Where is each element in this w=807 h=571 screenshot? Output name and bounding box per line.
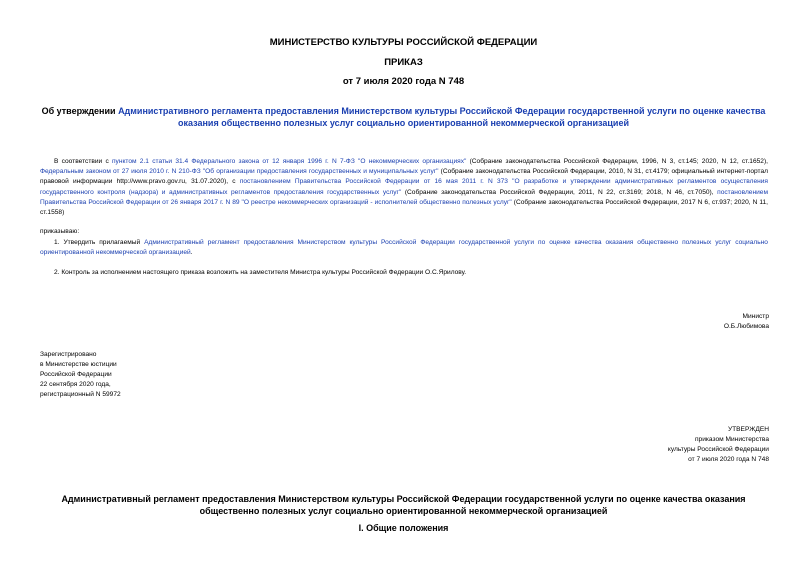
order-title-prefix: Об утверждении <box>41 106 119 116</box>
order-title <box>40 105 767 129</box>
preamble-text-3: (Собрание законодательства Российской Федерации, 2010, N 31, ст.4179; официальный интернет-портал правовой информации http://www.pravo.gov.ru, 31.07.2020), с <box>40 168 768 186</box>
resolution-373-link[interactable]: постановлением Правительства Российской Федерации от 16 мая 2011 г. N 373 "О разработке и утверждении административных регламентов осуществления государственного контроля (надзора) и административных регламентов предоставления государственных услуг" <box>40 178 769 196</box>
resolution-89-link[interactable]: постановлением Правительства Российской Федерации от 26 января 2017 г. N 89 "О реестре некоммерческих организаций - исполнителей общественно полезных услуг" <box>40 188 768 206</box>
approved-line: приказом Министерства <box>694 436 769 443</box>
regulation-link-title[interactable]: Административного регламента предоставления Министерством культуры Российской Федерации государственной услуги по оценке качества оказания общественно полезных услуг социально ориентированной некоммерческой организацией <box>118 106 766 128</box>
approved-block <box>668 425 769 465</box>
registration-line: Зарегистрировано <box>40 351 97 358</box>
law-7fz-link[interactable]: пунктом 2.1 статьи 31.4 Федерального закона от 12 января 1996 г. N 7-ФЗ "О некоммерческих организациях" <box>111 158 467 165</box>
preamble-text-2: (Собрание законодательства Российской Федерации, 1996, N 3, ст.145; 2020, N 12, ст.1652), <box>466 158 769 165</box>
registration-line: 22 сентября 2020 года, <box>40 381 111 388</box>
signature-position: Министр <box>742 313 769 320</box>
preamble-text-4: (Собрание законодательства Российской Федерации, 2011, N 22, ст.3169; 2018, N 46, ст.7050), <box>401 188 718 196</box>
preamble-text-5: (Собрание законодательства Российской Федерации, 2017 N 6, ст.937; 2020, N 11, ст.1558) <box>40 198 768 217</box>
approved-line: от 7 июля 2020 года N 748 <box>688 456 769 463</box>
regulation-title: Административный регламент предоставления Министерством культуры Российской Федерации государственной услуги по оценке качества оказания общественно полезных услуг социально ориентированной некоммерческой организацией <box>61 494 746 516</box>
approved-line: УТВЕРЖДЕН <box>727 426 769 433</box>
preamble-text-1: В соответствии с <box>54 158 112 165</box>
approved-line: культуры Российской Федерации <box>667 446 769 453</box>
registration-line: в Министерстве юстиции <box>40 361 117 368</box>
registration-line: регистрационный N 59972 <box>40 391 121 398</box>
order-item-2: 2. Контроль за исполнением настоящего приказа возложить на заместителя Министра культуры Российской Федерации О.С.Ярилову. <box>54 269 467 276</box>
order-word: приказываю: <box>40 228 80 235</box>
item1-text-2: . <box>190 249 193 257</box>
order-item-1 <box>40 238 768 258</box>
signature-name: О.Б.Любимова <box>723 323 769 330</box>
registration-block <box>40 350 121 400</box>
section-heading-general: I. Общие положения <box>358 523 449 533</box>
signature-block <box>724 312 769 332</box>
regulation-link-item1[interactable]: Административный регламент предоставления Министерством культуры Российской Федерации государственной услуги по оценке качества оказания общественно полезных услуг социально ориентированной некоммерческой организацией <box>40 239 768 257</box>
doc-type-heading: ПРИКАЗ <box>384 57 423 68</box>
item1-text-1: 1. Утвердить прилагаемый <box>54 239 145 246</box>
law-210fz-link[interactable]: Федеральным законом от 27 июля 2010 г. N 210-ФЗ "Об организации предоставления государственных и муниципальных услуг" <box>40 168 439 176</box>
registration-line: Российской Федерации <box>40 371 112 378</box>
ministry-heading: МИНИСТЕРСТВО КУЛЬТУРЫ РОССИЙСКОЙ ФЕДЕРАЦИИ <box>269 37 538 48</box>
doc-date-number: от 7 июля 2020 года N 748 <box>342 76 465 87</box>
preamble-paragraph <box>40 157 768 218</box>
